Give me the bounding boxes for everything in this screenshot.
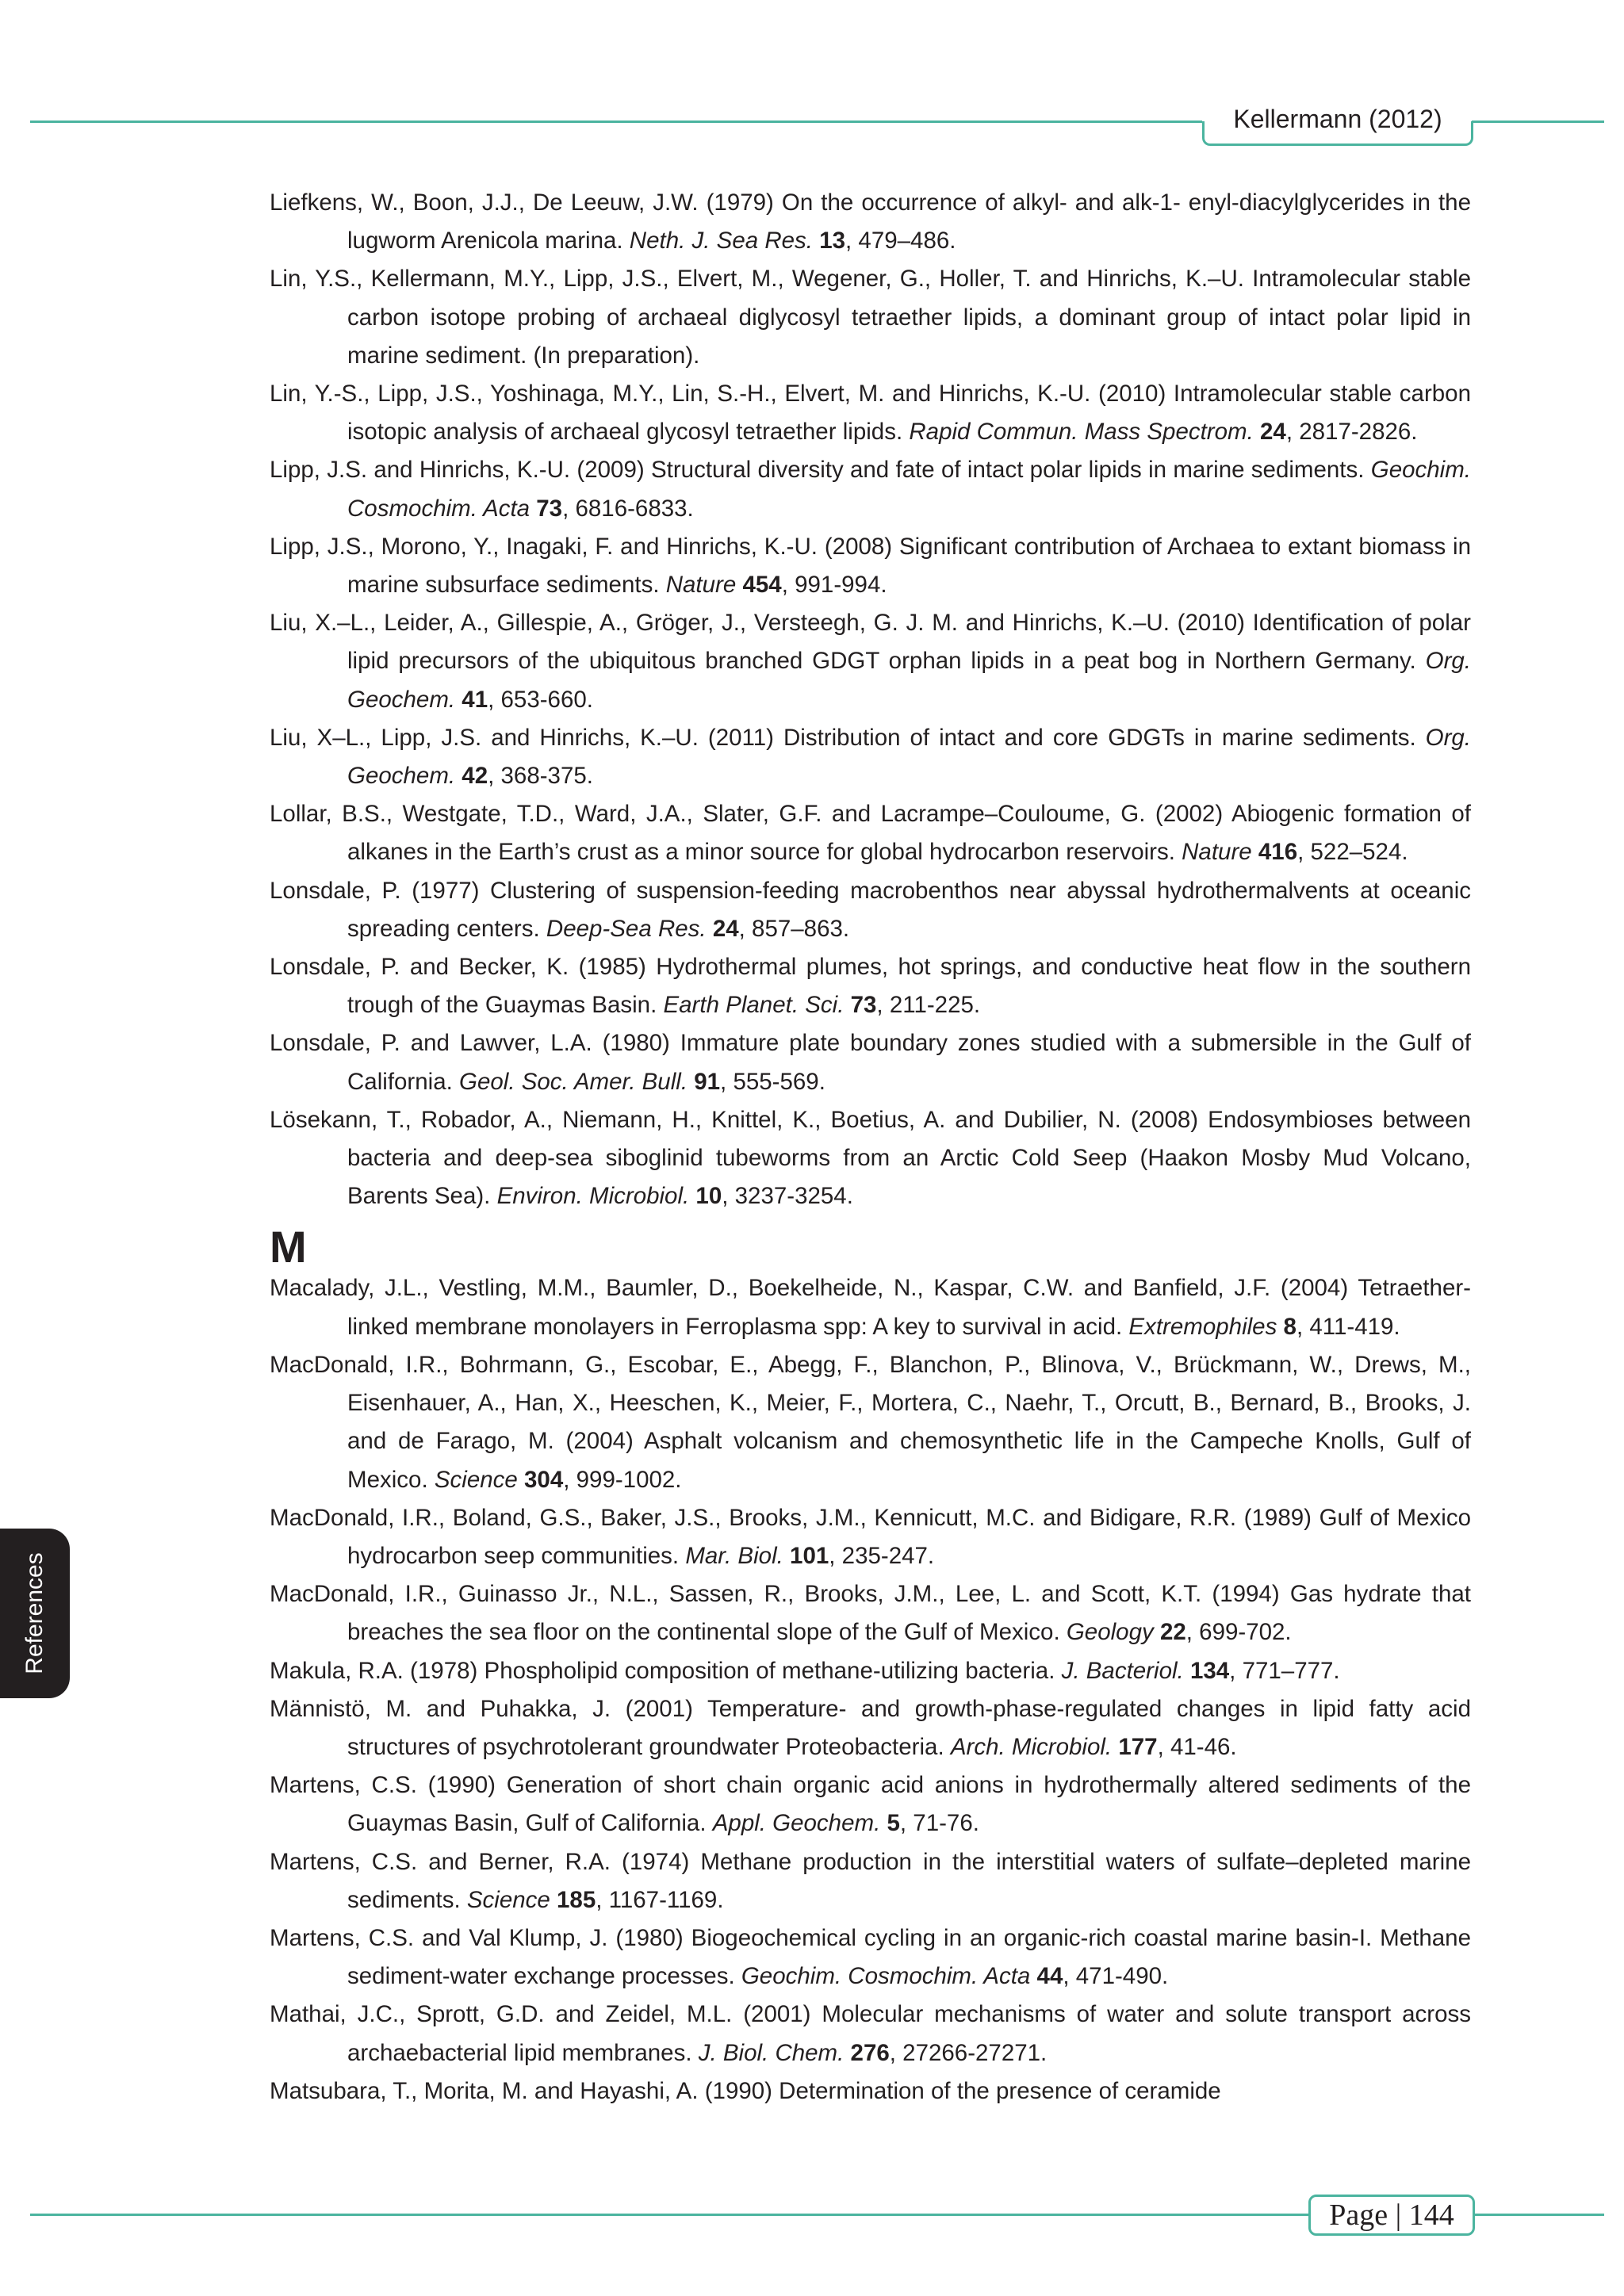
reference-text: Lonsdale, P. and Lawver, L.A. (1980) Immature plate boundary zones studied with a submersible in the Gulf of California. <box>270 1030 1471 1095</box>
volume-number: 416 <box>1258 839 1298 866</box>
volume-number: 41 <box>462 686 488 713</box>
reference-text: MacDonald, I.R., Boland, G.S., Baker, J.S., Brooks, J.M., Kennicutt, M.C. and Bidigare, R.R. (1989) Gulf of Mexico hydrocarbon seep communities. <box>270 1504 1471 1569</box>
reference-entry <box>270 1996 1471 2072</box>
reference-text: , 411-419. <box>1296 1313 1400 1340</box>
reference-text: , 471-490. <box>1063 1963 1169 1990</box>
footer-rule-right <box>1473 2214 1604 2216</box>
volume-number: 134 <box>1189 1657 1230 1684</box>
reference-text: Lonsdale, P. and Becker, K. (1985) Hydrothermal plumes, hot springs, and conductive heat flow in the southern trough of the Guaymas Basin. <box>270 954 1471 1019</box>
reference-entry <box>270 260 1471 375</box>
journal-name: Earth Planet. Sci. <box>663 992 845 1019</box>
reference-text <box>1154 1619 1160 1645</box>
reference-entry <box>270 184 1471 260</box>
volume-number: 91 <box>694 1068 721 1095</box>
journal-name: J. Biol. Chem. <box>698 2039 845 2066</box>
volume-number: 304 <box>524 1466 564 1493</box>
reference-entry <box>270 1024 1471 1100</box>
journal-name: Geochim. Cosmochim. Acta <box>347 457 1471 522</box>
journal-name: Geochim. Cosmochim. Acta <box>741 1963 1031 1990</box>
journal-name: J. Bacteriol. <box>1061 1657 1184 1684</box>
reference-entry <box>270 948 1471 1024</box>
references-group-l <box>270 184 1471 1215</box>
journal-name: Rapid Commun. Mass Spectrom. <box>909 419 1254 446</box>
reference-text: Lonsdale, P. (1977) Clustering of suspension-feeding macrobenthos near abyssal hydrothermalvents at oceanic spreading centers. <box>270 877 1471 942</box>
reference-entry <box>270 375 1471 451</box>
reference-text: , 699-702. <box>1185 1619 1292 1646</box>
reference-text: , 999-1002. <box>563 1466 682 1493</box>
journal-name: Deep-Sea Res. <box>546 915 707 942</box>
reference-text: , 857–863. <box>738 915 850 942</box>
reference-text: Martens, C.S. and Val Klump, J. (1980) Biogeochemical cycling in an organic-rich coastal marine basin-I. Methane sediment-water exchange processes. <box>270 1924 1471 1990</box>
reference-text: MacDonald, I.R., Bohrmann, G., Escobar, E., Abegg, F., Blanchon, P., Blinova, V., Brückmann, W., Drews, M., Eisenhauer, A., Han, X., Heeschen, K., Meier, F., Mortera, C., Naehr, T., Orcutt, B., Bernard, B., Brooks, J. and de Farago, M. (2004) Asphalt volcanism and chemosynthetic life in the Campeche Knolls, Gulf of Mexico. <box>270 1351 1471 1493</box>
reference-text: , 771–777. <box>1229 1657 1340 1684</box>
reference-text: , 27266-27271. <box>889 2039 1048 2066</box>
journal-name: Org. Geochem. <box>347 648 1471 713</box>
footer-rule-left <box>30 2214 1310 2216</box>
reference-text <box>1277 1314 1283 1340</box>
reference-text <box>783 1543 790 1569</box>
header-rule-right <box>1472 121 1604 123</box>
volume-number: 42 <box>462 763 488 790</box>
volume-number: 101 <box>790 1542 829 1569</box>
running-head: Kellermann (2012) <box>1233 105 1442 133</box>
journal-name: Org. Geochem. <box>347 724 1471 790</box>
reference-text: Liefkens, W., Boon, J.J., De Leeuw, J.W. (1979) On the occurrence of alkyl- and alk-1- enyl-diacylglycerides in the lugworm Arenicola marina. <box>270 189 1471 254</box>
reference-text <box>550 1887 557 1913</box>
reference-entry <box>270 872 1471 948</box>
reference-text <box>1254 419 1260 445</box>
volume-number: 73 <box>850 992 877 1019</box>
reference-text <box>844 992 850 1018</box>
reference-entry <box>270 1346 1471 1499</box>
references-list <box>270 184 1471 2110</box>
volume-number: 22 <box>1159 1619 1186 1646</box>
reference-text: Lipp, J.S., Morono, Y., Inagaki, F. and Hinrichs, K.-U. (2008) Significant contribution of Archaea to extant biomass in marine subsurface sediments. <box>270 533 1471 599</box>
volume-number: 454 <box>742 572 782 599</box>
reference-text: Liu, X.–L., Leider, A., Gillespie, A., Gröger, J., Versteegh, G. J. M. and Hinrichs, K.–U. (2010) Identification of polar lipid precursors of the ubiquitous branched GDGT orphan lipids in a peat bog in Northern Germany. <box>270 610 1471 675</box>
reference-text: Lipp, J.S. and Hinrichs, K.-U. (2009) Structural diversity and fate of intact polar lipids in marine sediments. <box>270 457 1371 484</box>
volume-number: 24 <box>712 915 739 942</box>
reference-text: , 1167-1169. <box>596 1886 724 1913</box>
reference-text: Martens, C.S. (1990) Generation of short chain organic acid anions in hydrothermally altered sediments of the Guaymas Basin, Gulf of California. <box>270 1772 1471 1837</box>
reference-text: , 3237-3254. <box>722 1183 853 1210</box>
volume-number: 24 <box>1260 419 1286 446</box>
journal-name: Nature <box>1182 839 1252 866</box>
reference-text: , 479–486. <box>845 228 956 254</box>
reference-text <box>1184 1658 1190 1684</box>
journal-name: Science <box>434 1466 518 1493</box>
reference-text: Lin, Y.-S., Lipp, J.S., Yoshinaga, M.Y., Lin, S.-H., Elvert, M. and Hinrichs, K.-U. (2010) Intramolecular stable carbon isotopic analysis of archaeal glycosyl tetraether lipids. <box>270 381 1471 446</box>
reference-text <box>688 1069 694 1095</box>
references-side-tab[interactable] <box>0 1529 70 1698</box>
reference-text: , 71-76. <box>899 1810 979 1837</box>
journal-name: Arch. Microbiol. <box>950 1733 1113 1760</box>
reference-entry <box>270 1919 1471 1996</box>
reference-text: , 211-225. <box>876 992 981 1019</box>
reference-text: Makula, R.A. (1978) Phospholipid composition of methane-utilizing bacteria. <box>270 1657 1062 1684</box>
reference-text <box>844 2040 850 2066</box>
reference-text: , 6816-6833. <box>562 495 694 522</box>
reference-text: , 368-375. <box>488 763 593 790</box>
reference-text: Lin, Y.S., Kellermann, M.Y., Lipp, J.S., Elvert, M., Wegener, G., Holler, T. and Hinrichs, K.–U. Intramolecular stable carbon isotope probing of archaeal diglycosyl tetraether lipids, a dominant group of intact polar lipid in marine sediment. (In preparation). <box>270 266 1471 369</box>
volume-number: 5 <box>887 1810 900 1837</box>
reference-text: Martens, C.S. and Berner, R.A. (1974) Methane production in the interstitial waters of sulfate–depleted marine sediments. <box>270 1848 1471 1913</box>
reference-entry <box>270 604 1471 719</box>
reference-entry <box>270 528 1471 604</box>
reference-entry <box>270 1575 1471 1651</box>
volume-number: 73 <box>536 495 563 522</box>
reference-text: , 991-994. <box>781 572 887 599</box>
volume-number: 185 <box>557 1886 596 1913</box>
reference-entry <box>270 2072 1471 2110</box>
reference-entry <box>270 451 1471 527</box>
section-letter: M <box>270 1222 307 1272</box>
volume-number: 44 <box>1036 1963 1063 1990</box>
reference-text: Macalady, J.L., Vestling, M.M., Baumler, D., Boekelheide, N., Kaspar, C.W. and Banfield, J.F. (2004) Tetraether-linked membrane monolayers in Ferroplasma spp: A key to survival in acid. <box>270 1275 1471 1340</box>
reference-text: Männistö, M. and Puhakka, J. (2001) Temperature- and growth-phase-regulated changes in lipid fatty acid structures of psychrotolerant groundwater Proteobacteria. <box>270 1695 1471 1760</box>
reference-entry <box>270 1843 1471 1919</box>
volume-number: 13 <box>819 228 846 254</box>
journal-name: Environ. Microbiol. <box>496 1183 690 1210</box>
journal-name: Mar. Biol. <box>685 1542 783 1569</box>
reference-text: , 235-247. <box>829 1542 935 1569</box>
reference-text: Matsubara, T., Morita, M. and Hayashi, A. (1990) Determination of the presence of ceramide <box>270 2077 1221 2104</box>
side-tab-label: References <box>21 1552 48 1674</box>
reference-entry <box>270 795 1471 871</box>
reference-entry <box>270 1499 1471 1575</box>
references-group-m <box>270 1269 1471 2110</box>
journal-name: Science <box>466 1886 550 1913</box>
journal-name: Nature <box>665 572 737 599</box>
header-rule-left <box>30 121 1204 123</box>
reference-entry <box>270 1269 1471 1345</box>
reference-text <box>1252 839 1258 865</box>
volume-number: 276 <box>850 2039 890 2066</box>
volume-number: 177 <box>1118 1733 1158 1760</box>
reference-entry <box>270 719 1471 795</box>
page-number-box: Page | 144 <box>1308 2195 1475 2236</box>
journal-name: Geology <box>1066 1619 1154 1646</box>
reference-text: , 522–524. <box>1297 839 1408 866</box>
reference-text <box>813 228 819 254</box>
reference-entry <box>270 1101 1471 1216</box>
reference-text <box>707 916 713 942</box>
reference-text: , 41-46. <box>1157 1733 1237 1760</box>
reference-text: MacDonald, I.R., Guinasso Jr., N.L., Sassen, R., Brooks, J.M., Lee, L. and Scott, K.T. (1994) Gas hydrate that breaches the sea floor on the continental slope of the Gulf of Mexico. <box>270 1581 1471 1646</box>
reference-text: Mathai, J.C., Sprott, G.D. and Zeidel, M.L. (2001) Molecular mechanisms of water and solute transport across archaebacterial lipid membranes. <box>270 2001 1471 2066</box>
reference-entry <box>270 1690 1471 1766</box>
journal-name: Appl. Geochem. <box>712 1810 881 1837</box>
journal-name: Extremophiles <box>1128 1313 1277 1340</box>
volume-number: 8 <box>1283 1313 1297 1340</box>
reference-text <box>1030 1963 1036 1989</box>
journal-name: Geol. Soc. Amer. Bull. <box>459 1068 688 1095</box>
reference-text <box>518 1467 524 1493</box>
reference-text: , 555-569. <box>720 1068 825 1095</box>
reference-text: Liu, X–L., Lipp, J.S. and Hinrichs, K.–U. (2011) Distribution of intact and core GDGTs in marine sediments. <box>270 724 1426 751</box>
reference-text: Lösekann, T., Robador, A., Niemann, H., Knittel, K., Boetius, A. and Dubilier, N. (2008) Endosymbioses between bacteria and deep-sea siboglinid tubeworms from an Arctic Cold Seep (Haakon Mosby Mud Volcano, Barents Sea). <box>270 1106 1471 1210</box>
journal-name: Neth. J. Sea Res. <box>629 228 813 254</box>
reference-text: , 2817-2826. <box>1285 419 1418 446</box>
reference-entry <box>270 1652 1471 1690</box>
reference-text: Lollar, B.S., Westgate, T.D., Ward, J.A., Slater, G.F. and Lacrampe–Couloume, G. (2002) Abiogenic formation of alkanes in the Earth’s crust as a minor source for global hydrocarbon reservoirs. <box>270 801 1471 866</box>
reference-text: , 653-660. <box>488 686 593 713</box>
volume-number: 10 <box>695 1183 722 1210</box>
reference-entry <box>270 1766 1471 1843</box>
